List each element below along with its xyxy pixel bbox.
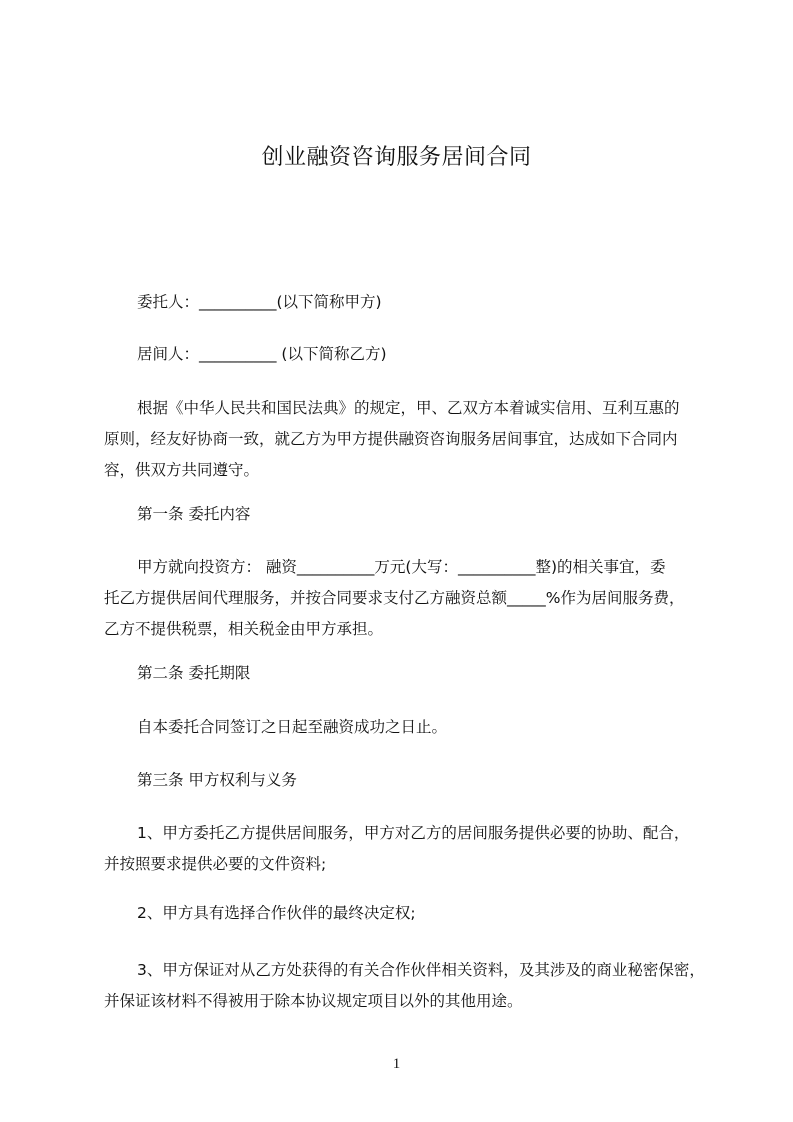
article3-item1-line: 并按照要求提供必要的文件资料; bbox=[104, 855, 327, 873]
article1-line: 乙方不提供税票，相关税金由甲方承担。 bbox=[104, 620, 384, 638]
article1-line: 甲方就向投资方： 融资__________万元(大写：__________整)的相关事宜，委 bbox=[137, 558, 666, 576]
client-line: 委托人：__________(以下简称甲方) bbox=[137, 293, 382, 311]
article3-heading: 第三条 甲方权利与义务 bbox=[137, 771, 297, 789]
article1-heading: 第一条 委托内容 bbox=[137, 505, 251, 523]
article2-heading: 第二条 委托期限 bbox=[137, 664, 251, 682]
page-number: 1 bbox=[392, 1056, 401, 1072]
article2-body: 自本委托合同签订之日起至融资成功之日止。 bbox=[137, 718, 448, 736]
article3-item1-line: 1、甲方委托乙方提供居间服务，甲方对乙方的居间服务提供必要的协助、配合， bbox=[137, 824, 690, 842]
preamble-paragraph bbox=[104, 393, 700, 486]
preamble-line: 根据《中华人民共和国民法典》的规定，甲、乙双方本着诚实信用、互利互惠的 bbox=[137, 399, 680, 417]
article1-line: 托乙方提供居间代理服务，并按合同要求支付乙方融资总额_____%作为居间服务费， bbox=[104, 589, 685, 607]
preamble-line: 容，供双方共同遵守。 bbox=[104, 461, 260, 479]
article3-item3 bbox=[104, 955, 705, 1017]
intermediary-line: 居间人：__________ (以下简称乙方) bbox=[137, 345, 387, 363]
article1-paragraph bbox=[104, 552, 700, 645]
document-title: 创业融资咨询服务居间合同 bbox=[261, 145, 532, 170]
preamble-line: 原则，经友好协商一致，就乙方为甲方提供融资咨询服务居间事宜，达成如下合同内 bbox=[104, 430, 678, 448]
article3-item2: 2、甲方具有选择合作伙伴的最终决定权; bbox=[137, 904, 416, 922]
article3-item1 bbox=[104, 818, 700, 880]
article3-item3-line: 并保证该材料不得被用于除本协议规定项目以外的其他用途。 bbox=[104, 992, 523, 1010]
article3-item3-line: 3、甲方保证对从乙方处获得的有关合作伙伴相关资料，及其涉及的商业秘密保密， bbox=[137, 961, 705, 979]
